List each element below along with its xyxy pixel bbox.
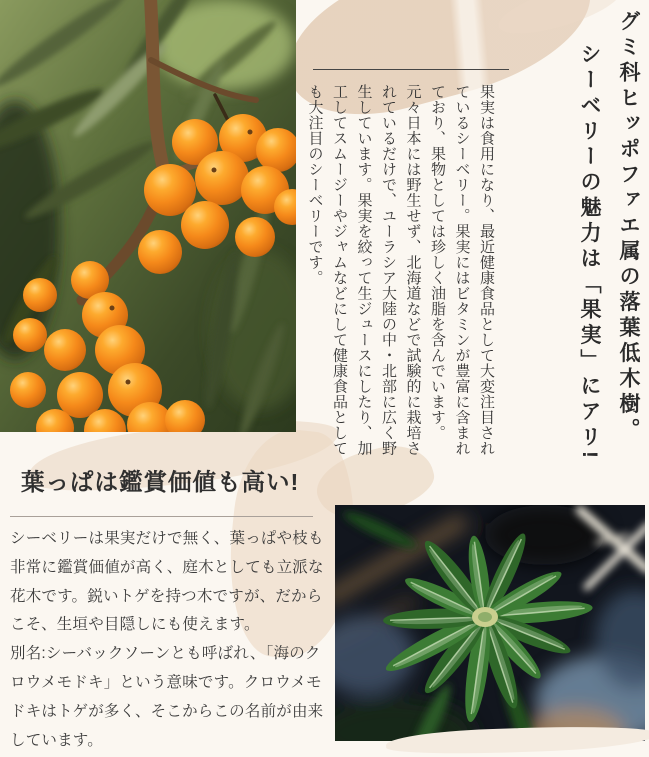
section-paragraph-2: 別名:シーバックソーンとも呼ばれ、「海のクロウメモドキ」という意味です。クロウメモドキはトゲが多く、そこからこの名前が由来しています。: [10, 645, 324, 749]
section-paragraph-1: シーベリーは果実だけで無く、葉っぱや枝も非常に鑑賞価値が高く、庭木としても立派な花木です。鋭いトゲを持つ木ですが、だからこそ、生垣や目隠しにも使えます。: [10, 530, 324, 634]
title-line-2: シーベリーの魅力は「果実」にアリ!: [578, 43, 601, 463]
title-line-1: グミ科ヒッポファエ属の落葉低木樹。: [617, 10, 640, 444]
intro-text: 果実は食用になり、最近健康食品として大変注目されているシーベリー。果実にはビタミンが豊富に含まれており、果物としては珍しく油脂を含んでいます。元々日本には野生せず、北海道などで試験的に栽培されているだけで、ユーラシア大陸の中・北部に広く野生しています。果実を絞って生ジュースにしたり、加工してスムージーやジャムなどにして健康食品としても大注目のシーベリーです。: [306, 84, 495, 456]
section-heading: 葉っぱは鑑賞価値も高い!: [21, 469, 300, 495]
leaf-photo: [335, 505, 645, 741]
page-title: [570, 10, 648, 465]
section-body: [10, 525, 328, 755]
berry-photo: [0, 0, 296, 432]
heading-underline: [10, 516, 313, 517]
divider-line: [313, 69, 509, 70]
